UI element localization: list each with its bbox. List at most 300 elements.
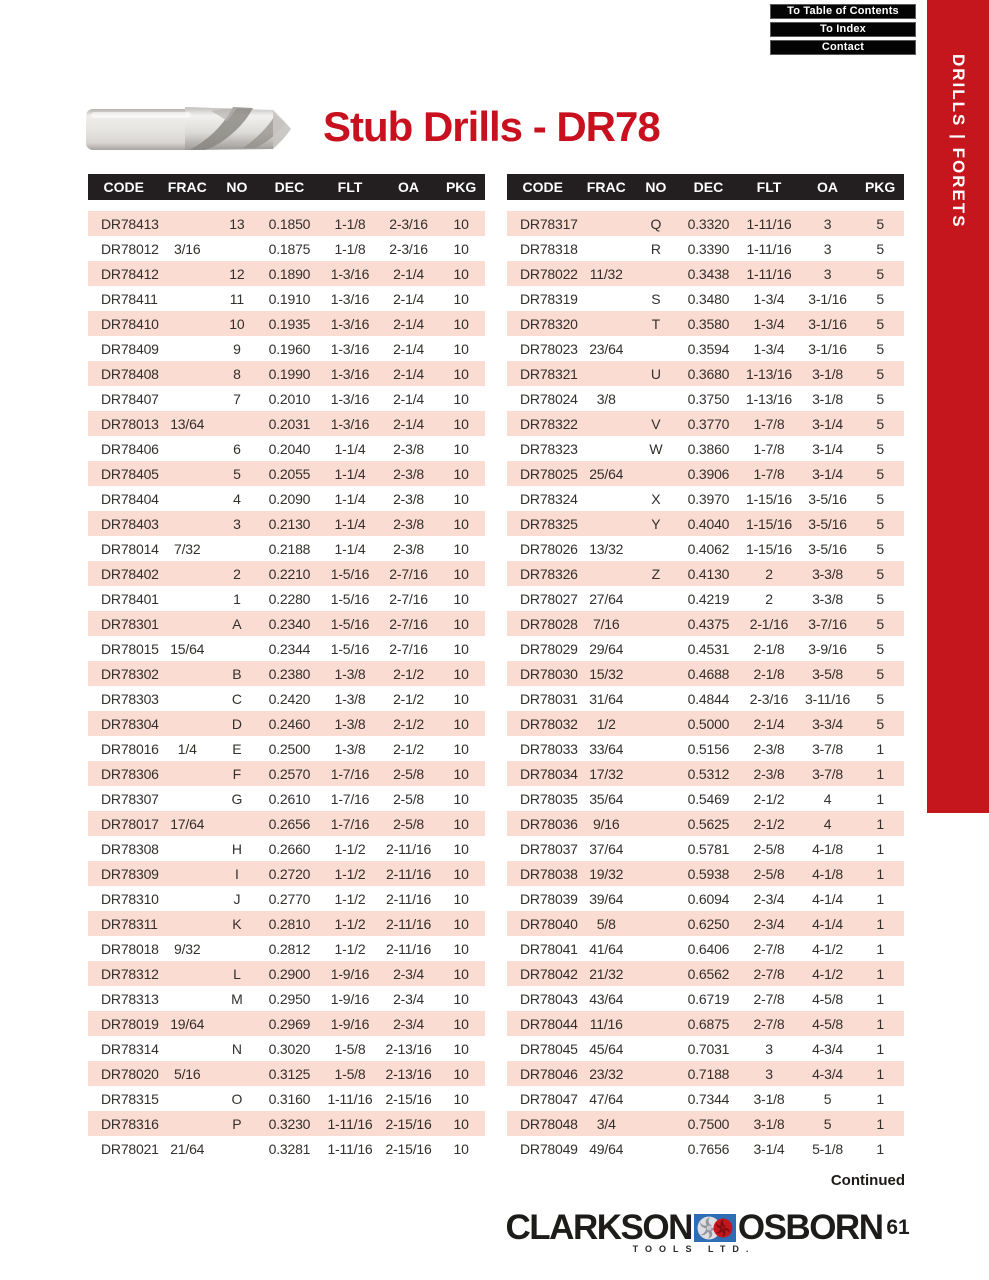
table-cell: I [235,865,239,882]
table-cell: DR78030 [520,665,578,682]
table-cell: DR78404 [101,490,159,507]
table-cell: 3-1/8 [753,1115,785,1132]
table-cell: 1-3/4 [753,290,785,307]
table-cell: 5-1/8 [812,1140,843,1157]
table-cell: 9 [233,340,241,357]
table-cell: DR78401 [101,590,159,607]
table-cell: B [232,665,242,682]
table-row [507,961,904,986]
table-cell: 5 [876,640,884,657]
table-cell: 3/8 [596,390,616,407]
table-row [88,1136,485,1161]
column-header: CODE [522,179,563,195]
table-cell: 1-3/4 [753,340,785,357]
table-cell: DR78311 [101,915,158,932]
table-cell: 2-1/2 [753,790,785,807]
table-row [88,311,485,336]
table-cell: 0.4219 [687,590,730,607]
table-cell: 0.3750 [687,390,730,407]
table-cell: 2-3/4 [393,965,424,982]
table-cell: 4-1/2 [812,965,843,982]
brand-clarkson: CLARKSON [505,1208,692,1247]
table-cell: 17/64 [170,815,205,832]
table-cell: 5 [876,290,884,307]
table-cell: 2-7/16 [389,565,428,582]
table-cell: 3-5/16 [808,540,847,557]
column-header: PKG [445,179,477,195]
table-cell: 1-1/8 [334,240,366,257]
table-cell: 1-15/16 [745,490,793,507]
table-cell: DR78023 [520,340,578,357]
table-cell: 0.2340 [268,615,311,632]
table-cell: 10 [453,1115,469,1132]
table-cell: 1-11/16 [746,240,792,257]
table-cell: DR78032 [520,715,578,732]
table-row [88,486,485,511]
table-cell: 0.2090 [268,490,311,507]
table-cell: DR78036 [520,815,578,832]
table-cell: 5 [876,515,884,532]
table-cell: 0.3970 [687,490,730,507]
drill-table-right [507,174,904,1161]
table-cell: 19/32 [589,865,624,882]
table-cell: T [651,315,661,332]
table-row [507,1036,904,1061]
table-row [507,1011,904,1036]
table-cell: 2-1/2 [393,690,424,707]
table-cell: DR78303 [101,690,159,707]
table-cell: 1-5/16 [330,640,370,657]
table-cell: 1-3/16 [330,415,370,432]
table-cell: D [231,715,242,732]
table-cell: 1-1/2 [334,865,366,882]
table-cell: 1-3/16 [330,315,370,332]
table-cell: J [233,890,241,907]
table-cell: 10 [453,465,469,482]
table-cell: 3-5/16 [808,515,847,532]
table-cell: 0.4040 [687,515,730,532]
table-cell: 1-3/8 [334,740,366,757]
table-row [88,436,485,461]
table-cell: DR78027 [520,590,578,607]
table-cell: DR78026 [520,540,578,557]
table-cell: 5/16 [174,1065,201,1082]
table-cell: 1 [876,1115,884,1132]
table-row [88,1111,485,1136]
table-cell: 5 [823,1090,832,1107]
table-cell: DR78012 [101,240,159,257]
table-cell: 5 [876,265,884,282]
table-cell: DR78028 [520,615,578,632]
table-cell: 3-1/8 [753,1090,785,1107]
table-cell: 1 [876,1065,884,1082]
table-cell: 5 [823,1115,832,1132]
table-cell: 2-3/8 [753,765,785,782]
table-cell: 0.2055 [268,465,311,482]
table-row [507,761,904,786]
table-row [507,611,904,636]
table-cell: 1-3/16 [330,365,370,382]
table-cell: 10 [453,490,469,507]
table-cell: DR78046 [520,1065,578,1082]
table-cell: 1-7/16 [330,815,370,832]
continued-note: Continued [830,1172,905,1189]
table-row [88,511,485,536]
table-cell: 0.2031 [268,415,311,432]
table-cell: DR78322 [520,415,578,432]
table-cell: 0.1850 [268,215,311,232]
table-cell: 5 [876,240,884,257]
table-cell: 3 [765,1040,773,1057]
table-cell: DR78314 [101,1040,159,1057]
table-cell: 1 [876,1015,884,1032]
table-cell: 2-15/16 [385,1115,432,1132]
table-cell: 9/16 [593,815,620,832]
table-row [507,261,904,286]
table-cell: DR78033 [520,740,578,757]
table-cell: 2-1/8 [753,640,785,657]
table-cell: 7/16 [593,615,620,632]
table-cell: 1-11/16 [327,1140,373,1157]
table-cell: 2-7/16 [389,640,428,657]
table-cell: 1 [876,740,884,757]
table-cell: 0.2610 [268,790,311,807]
table-row [88,936,485,961]
table-cell: 0.2130 [268,515,311,532]
table-cell: 0.4688 [687,665,730,682]
table-row [88,336,485,361]
table-cell: 0.1875 [268,240,311,257]
table-cell: 1-7/8 [753,465,785,482]
table-cell: 10 [453,515,469,532]
to-table-of-contents-button[interactable]: To Table of Contents [770,4,916,19]
table-cell: 37/64 [589,840,624,857]
table-cell: 0.6250 [687,915,730,932]
table-cell: DR78029 [520,640,578,657]
table-cell: 2-3/4 [393,990,424,1007]
table-cell: DR78040 [520,915,578,932]
table-cell: 0.5469 [687,790,730,807]
table-cell: DR78039 [520,890,578,907]
table-cell: 3-1/16 [808,290,847,307]
table-cell: 3 [233,515,241,532]
table-row [507,661,904,686]
table-cell: 2-1/2 [393,665,424,682]
table-cell: 1-13/16 [745,390,793,407]
table-cell: 2-11/16 [386,865,432,882]
table-cell: 27/64 [589,590,624,607]
table-cell: 1 [876,815,884,832]
table-cell: 49/64 [589,1140,624,1157]
table-cell: DR78049 [520,1140,578,1157]
table-cell: 15/64 [170,640,205,657]
table-cell: 10 [453,715,469,732]
table-cell: 1-3/4 [753,315,785,332]
table-cell: 5 [876,565,884,582]
drill-bit-illustration [85,99,291,157]
table-cell: 1-13/16 [745,365,793,382]
table-cell: DR78301 [101,615,159,632]
table-cell: DR78025 [520,465,578,482]
table-row [507,711,904,736]
table-cell: 3 [765,1065,773,1082]
table-cell: DR78412 [101,265,159,282]
table-cell: 0.5938 [687,865,730,882]
table-cell: 2-3/8 [393,465,424,482]
table-cell: 10 [453,1090,469,1107]
table-cell: 2-5/8 [753,865,785,882]
table-cell: DR78024 [520,390,578,407]
table-cell: 10 [453,765,469,782]
table-cell: 0.3320 [687,215,730,232]
table-row [507,1111,904,1136]
table-cell: 2-3/8 [393,490,424,507]
table-cell: 0.3594 [687,340,730,357]
table-cell: 1-11/16 [327,1090,373,1107]
table-cell: 3/16 [174,240,201,257]
table-cell: 2-1/4 [393,340,424,357]
table-cell: 0.2660 [268,840,311,857]
table-cell: 10 [453,940,469,957]
table-cell: 23/64 [589,340,624,357]
table-cell: 3 [823,265,832,282]
table-cell: 0.1990 [268,365,311,382]
table-cell: W [649,440,663,457]
table-cell: 45/64 [589,1040,624,1057]
table-cell: 2-11/16 [386,940,432,957]
table-cell: DR78302 [101,665,159,682]
table-row [88,286,485,311]
table-cell: 1-1/4 [334,540,366,557]
table-cell: 0.4375 [687,615,730,632]
table-cell: 3-7/8 [812,765,843,782]
table-cell: 2-1/2 [393,740,424,757]
table-cell: 2-1/4 [393,390,424,407]
table-cell: 2-1/4 [393,415,424,432]
table-cell: 0.3125 [268,1065,311,1082]
table-cell: 29/64 [589,640,624,657]
table-cell: C [231,690,242,707]
table-row [88,661,485,686]
table-row [88,461,485,486]
table-cell: 0.3480 [687,290,730,307]
table-cell: 11 [229,290,244,307]
table-cell: 10 [453,865,469,882]
table-cell: 3-9/16 [808,640,847,657]
column-header: NO [226,179,248,195]
table-cell: 1/4 [177,740,197,757]
table-cell: 1-7/16 [330,790,370,807]
table-cell: 10 [453,290,469,307]
table-cell: 5 [876,665,884,682]
table-cell: 1-5/16 [330,565,370,582]
table-cell: 10 [453,1040,469,1057]
table-cell: 0.2900 [268,965,311,982]
table-row [88,761,485,786]
table-cell: 10 [453,315,469,332]
table-row [88,1086,485,1111]
table-cell: 5 [876,365,884,382]
table-cell: 2-3/16 [389,240,428,257]
table-row [88,561,485,586]
section-side-tab [927,0,989,813]
table-row [507,561,904,586]
column-header: OA [817,179,839,195]
table-cell: 3-7/16 [808,615,847,632]
table-cell: DR78320 [520,315,578,332]
table-cell: 5 [876,340,884,357]
table-cell: 2-3/8 [753,740,785,757]
table-cell: 1-1/2 [334,940,366,957]
table-cell: 0.1935 [268,315,311,332]
table-row [507,836,904,861]
column-header: FLT [756,179,782,195]
table-cell: 2-1/16 [749,615,789,632]
table-cell: 11/16 [589,1015,623,1032]
table-cell: 0.1960 [268,340,311,357]
table-cell: 2-7/16 [389,615,428,632]
table-row [88,786,485,811]
table-cell: 1-1/8 [334,215,366,232]
table-cell: Y [651,515,661,532]
table-cell: 2-3/16 [749,690,789,707]
table-cell: 5 [876,465,884,482]
table-cell: 10 [453,1065,469,1082]
drill-table-left [88,174,485,1161]
page-number: 61 [886,1216,910,1239]
table-cell: 1-5/16 [330,590,370,607]
table-cell: 10 [453,1140,469,1157]
table-row [507,1061,904,1086]
table-cell: 3-1/4 [753,1140,785,1157]
table-cell: 10 [453,565,469,582]
table-row [507,686,904,711]
table-row [507,1136,904,1161]
table-cell: 0.3438 [687,265,730,282]
clarkson-osborn-emblem-icon [694,1214,736,1242]
table-row [507,886,904,911]
table-cell: DR78017 [101,815,159,832]
table-cell: V [651,415,661,432]
table-cell: 2-5/8 [393,815,424,832]
table-cell: 13/64 [170,415,205,432]
table-cell: 2 [233,565,241,582]
brand-subtitle: TOOLS LTD. [632,1244,756,1254]
table-cell: 1 [876,940,884,957]
table-row [507,486,904,511]
table-cell: 1-15/16 [745,515,793,532]
table-cell: 0.2280 [268,590,311,607]
table-cell: 2-1/2 [753,815,785,832]
table-cell: DR78318 [520,240,578,257]
table-cell: DR78035 [520,790,578,807]
table-cell: 0.5781 [687,840,730,857]
table-row [88,1061,485,1086]
table-cell: 2-3/8 [393,540,424,557]
table-cell: DR78016 [101,740,159,757]
table-cell: 0.3281 [268,1140,311,1157]
table-cell: 1 [876,790,884,807]
table-cell: 11/32 [589,265,623,282]
table-cell: 4 [823,815,832,832]
table-cell: 3-5/16 [808,490,847,507]
to-index-button[interactable]: To Index [770,22,916,37]
table-cell: 1-3/16 [330,390,370,407]
column-header: FRAC [167,179,207,195]
table-cell: DR78019 [101,1015,159,1032]
table-cell: 2-13/16 [385,1040,432,1057]
table-cell: 7/32 [174,540,201,557]
table-cell: 10 [453,665,469,682]
table-cell: 0.4062 [687,540,730,557]
table-cell: 12 [229,265,245,282]
table-cell: 0.6406 [687,940,730,957]
table-cell: 3-1/4 [812,415,843,432]
table-cell: 2-1/4 [393,290,424,307]
table-row [507,536,904,561]
table-cell: 5/8 [596,915,616,932]
table-cell: 1 [876,865,884,882]
table-cell: 0.2500 [268,740,311,757]
table-cell: 4-1/8 [812,865,843,882]
table-cell: 10 [453,740,469,757]
table-cell: 1-1/4 [334,515,366,532]
table-cell: 5 [876,715,884,732]
table-cell: R [650,240,661,257]
table-cell: 1 [876,1140,884,1157]
table-cell: 2 [765,590,773,607]
table-cell: O [231,1090,243,1107]
table-row [88,711,485,736]
table-cell: 5 [876,215,884,232]
table-cell: 2-3/16 [389,215,428,232]
contact-button[interactable]: Contact [770,40,916,55]
table-cell: 1 [876,965,884,982]
table-cell: 1-5/16 [330,615,370,632]
table-cell: DR78045 [520,1040,578,1057]
table-cell: 10 [453,840,469,857]
table-cell: 0.5000 [687,715,730,732]
table-cell: DR78310 [101,890,159,907]
table-cell: 3-11/16 [805,690,851,707]
table-cell: 0.2420 [268,690,311,707]
table-row [507,286,904,311]
table-cell: 0.5156 [687,740,730,757]
table-cell: 31/64 [589,690,624,707]
table-cell: DR78047 [520,1090,578,1107]
table-cell: 0.3230 [268,1115,311,1132]
table-cell: 2-3/4 [393,1015,424,1032]
table-cell: 3 [823,240,832,257]
table-cell: DR78013 [101,415,159,432]
table-cell: 9/32 [174,940,201,957]
table-cell: 0.2969 [268,1015,311,1032]
table-row [88,536,485,561]
table-cell: 0.2380 [268,665,311,682]
table-cell: 4-1/4 [812,890,843,907]
table-cell: 10 [453,365,469,382]
table-row [507,936,904,961]
table-cell: 1 [876,765,884,782]
table-row [507,811,904,836]
table-cell: 10 [453,990,469,1007]
table-cell: 2-7/8 [753,1015,785,1032]
table-cell: 41/64 [589,940,624,957]
table-cell: 3-5/8 [812,665,843,682]
table-row [88,1036,485,1061]
table-cell: 10 [453,340,469,357]
table-cell: 0.4844 [687,690,730,707]
